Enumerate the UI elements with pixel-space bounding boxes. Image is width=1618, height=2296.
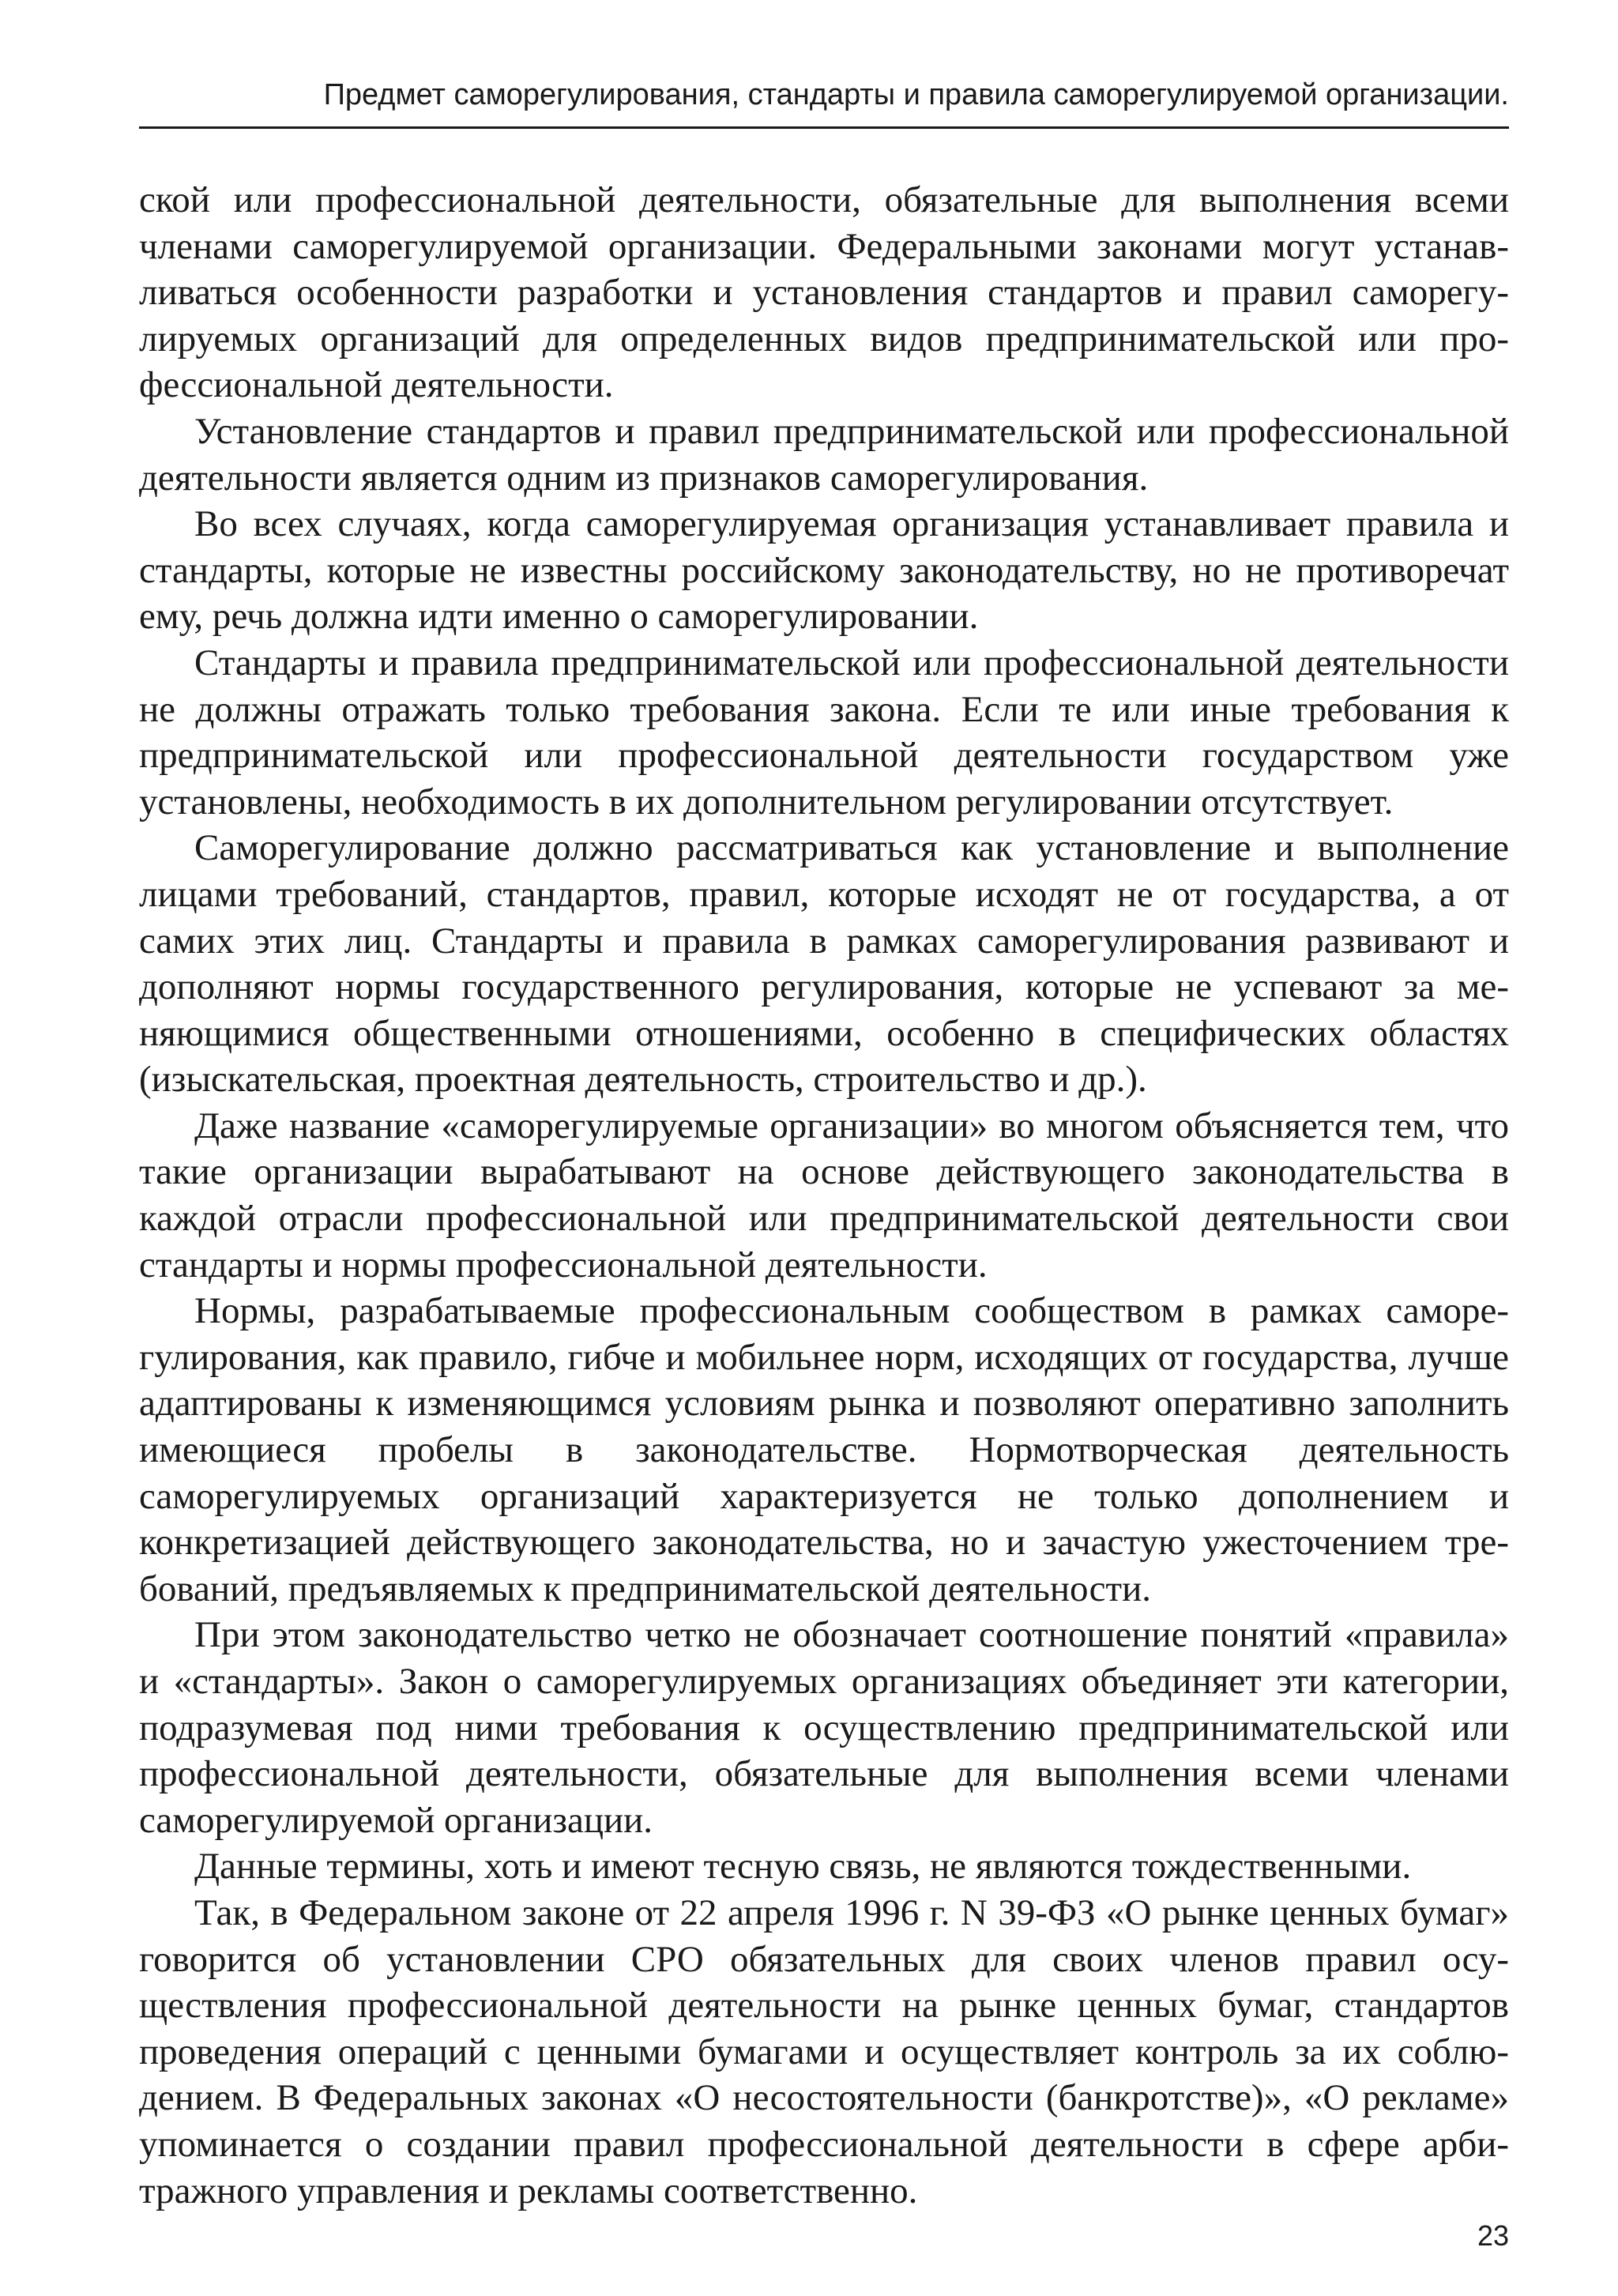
paragraph-9: Данные термины, хоть и имеют тесную связь, не являются тождественными. bbox=[194, 1846, 1412, 1888]
paragraph-8: При этом законодательство четко не обозначает соотношение понятий «правила» и «стандарты». Закон о саморегулируемых организациях объединяет эти категории, подразумевая под ними требования к осуществлению предпринимательской или профессиональной деятельности, обязательные для выполнения всеми членами саморегулируемой организации. bbox=[139, 1614, 1509, 1841]
page-body bbox=[139, 177, 1509, 2214]
paragraph-10: Так, в Федеральном законе от 22 апреля 1996 г. N 39-ФЗ «О рынке ценных бумаг» говорится об установлении СРО обязательных для своих членов правил осуществления профессиональной деятельности на рынке ценных бумаг, стандартов проведения операций с ценными бумагами и осуществляет контроль за их соблюдением. В Федеральных законах «О несостоятельности (банкротстве)», «О рекламе» упоминается о создании правил профессиональной деятельности в сфере арбитражного управления и рекламы соответственно. bbox=[139, 1891, 1509, 2211]
paragraph-2: Установление стандартов и правил предпринимательской или профессиональной деятельности является одним из признаков саморегулирования. bbox=[139, 410, 1509, 499]
header-divider bbox=[139, 126, 1509, 129]
paragraph-1: ской или профессиональной деятельности, обязательные для выполнения всеми членами саморегулируемой организации. Федеральными законами могут устанавливаться особенности разработки и установления стандартов и правил саморегулируемых организаций для определенных видов предпринимательской или профессиональной деятельности. bbox=[139, 179, 1509, 406]
paragraph-6: Даже название «саморегулируемые организации» во многом объясняется тем, что такие организации вырабатывают на основе действующего законодательства в каждой отрасли профессиональной или предпринимательской деятельности свои стандарты и нормы профессиональной деятельности. bbox=[139, 1105, 1509, 1285]
paragraph-5: Саморегулирование должно рассматриваться как установление и выполнение лицами требований, стандартов, правил, которые исходят не от государства, а от самих этих лиц. Стандарты и правила в рамках саморегулирования развивают и дополняют нормы государственного регулирования, которые не успевают за меняющимися общественными отношениями, особенно в специфических областях (изыскательская, проектная деятельность, строительство и др.). bbox=[139, 827, 1509, 1101]
page-number: 23 bbox=[1477, 2219, 1509, 2252]
running-header: Предмет саморегулирования, стандарты и правила саморегулируемой организации. bbox=[323, 78, 1509, 111]
paragraph-4: Стандарты и правила предпринимательской или профессиональной деятельности не должны отражать только требования закона. Если те или иные требования к предпринимательской или профессиональной деятельности государством уже установлены, необходимость в их дополнительном регулировании отсутствует. bbox=[139, 642, 1509, 822]
paragraph-3: Во всех случаях, когда саморегулируемая организация устанавливает правила и стандарты, которые не известны российскому законодательству, но не противоречат ему, речь должна идти именно о саморегулировании. bbox=[139, 503, 1509, 638]
paragraph-7: Нормы, разрабатываемые профессиональным сообществом в рамках саморегулирования, как правило, гибче и мобильнее норм, исходящих от государства, лучше адаптированы к изменяющимся условиям рынка и позволяют оперативно заполнить имеющиеся пробелы в законодательстве. Нормотворческая деятельность саморегулируемых организаций характеризуется не только дополнением и конкретизацией действующего законодательства, но и зачастую ужесточением требований, предъявляемых к предпринимательской деятельности. bbox=[139, 1290, 1509, 1609]
